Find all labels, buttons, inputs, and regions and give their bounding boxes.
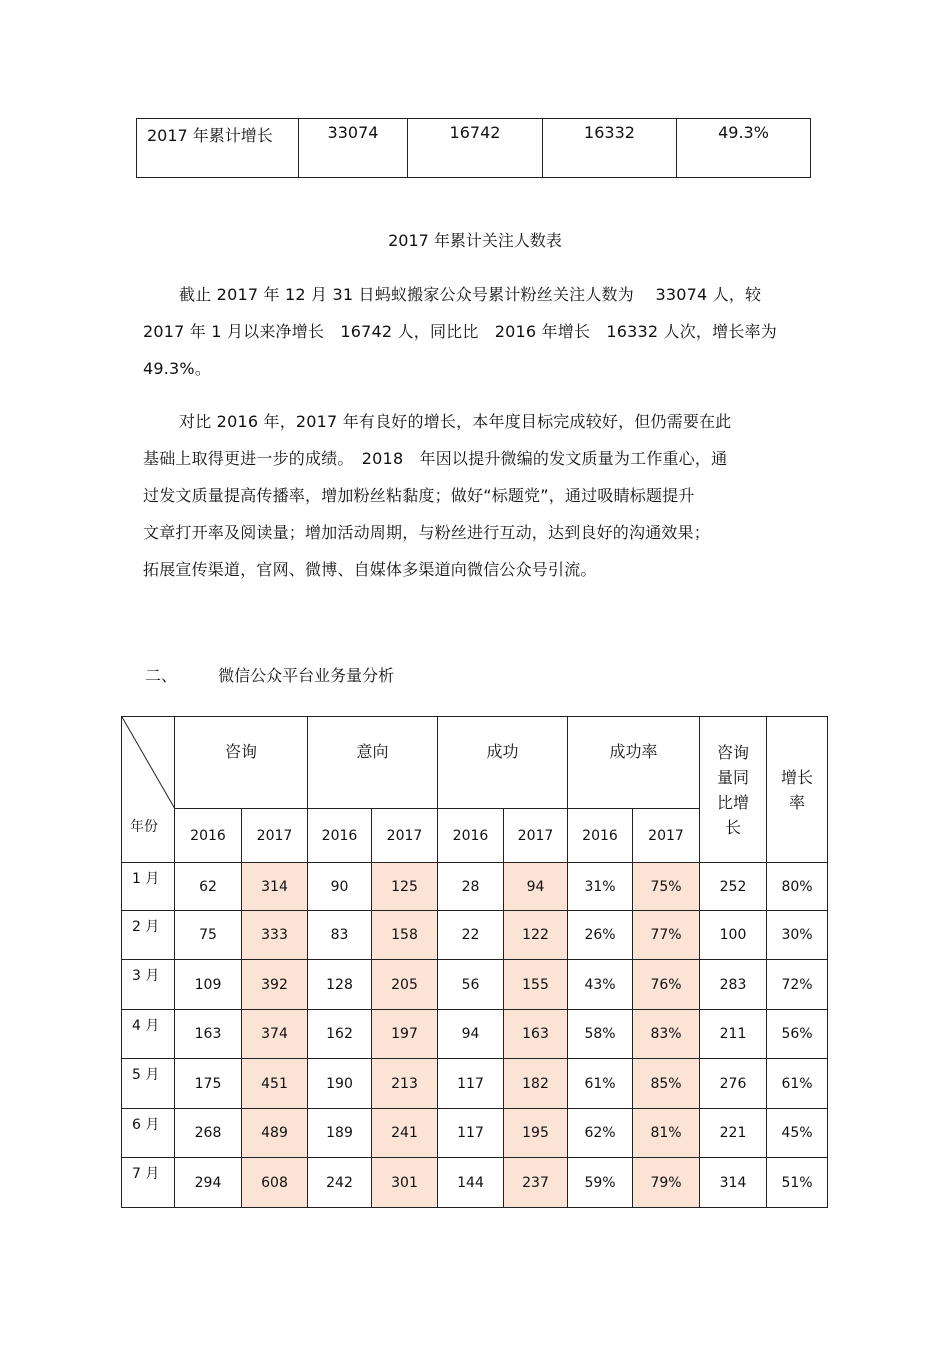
table-cell: 61% [767,1059,828,1109]
group-header-intent: 意向 [308,717,438,809]
paragraph-line: 基础上取得更进一步的成绩。 2018 年因以提升微编的发文质量为工作重心，通 [143,449,728,468]
month-label: 5 月 [122,1059,175,1109]
table-cell: 162 [308,1010,372,1059]
table-cell: 213 [372,1059,438,1109]
table-cell: 276 [700,1059,767,1109]
paragraph-plan [143,403,732,588]
month-label: 7 月 [122,1158,175,1208]
year-header: 2017 [633,809,700,863]
table-cell: 125 [372,863,438,911]
table-cell: 62% [568,1109,633,1158]
group-header-consult: 咨询 [175,717,308,809]
table-cell: 72% [767,960,828,1010]
paragraph-line: 过发文质量提高传播率，增加粉丝粘黏度；做好“标题党”，通过吸睛标题提升 [143,486,695,505]
table-cell: 451 [242,1059,308,1109]
corner-header-cell [122,717,175,863]
table-cell: 163 [175,1010,242,1059]
table-cell: 175 [175,1059,242,1109]
table-cell: 221 [700,1109,767,1158]
table-row [122,863,828,911]
paragraph-summary [143,276,777,387]
table-cell: 59% [568,1158,633,1208]
table-cell: 109 [175,960,242,1010]
table-cell: 94 [438,1010,504,1059]
table-cell: 489 [242,1109,308,1158]
table-cell: 83 [308,911,372,960]
paragraph-line: 49.3%。 [143,359,212,378]
group-header-success-rate: 成功率 [568,717,700,809]
table-cell: 237 [504,1158,568,1208]
table-cell: 100 [700,911,767,960]
table-cell: 155 [504,960,568,1010]
table-cell: 242 [308,1158,372,1208]
table-cell: 190 [308,1059,372,1109]
table-cell: 314 [700,1158,767,1208]
table-cell: 83% [633,1010,700,1059]
paragraph-line: 对比 2016 年，2017 年有良好的增长，本年度目标完成较好，但仍需要在此 [179,412,732,431]
table-cell: 117 [438,1059,504,1109]
table-row [122,1158,828,1208]
table-cell: 31% [568,863,633,911]
header-consult-yoy [700,717,767,863]
header-growth-rate [767,717,828,863]
table-cell: 197 [372,1010,438,1059]
table-cell: 211 [700,1010,767,1059]
table-cell: 205 [372,960,438,1010]
table-cell: 30% [767,911,828,960]
table-cell: 294 [175,1158,242,1208]
table-cell: 252 [700,863,767,911]
paragraph-line: 2017 年 1 月以来净增长 16742 人，同比比 2016 年增长 16332 人次，增长率为 [143,322,777,341]
table-row [122,911,828,960]
section-title: 微信公众平台业务量分析 [218,666,395,685]
month-label: 2 月 [122,911,175,960]
yoy-growth-cell: 16332 [543,119,677,178]
table-cell: 80% [767,863,828,911]
header-line: 长 [724,817,741,837]
table-cell: 51% [767,1158,828,1208]
table-cell: 333 [242,911,308,960]
table-cell: 26% [568,911,633,960]
table-cell: 163 [504,1010,568,1059]
table-cell: 28 [438,863,504,911]
table-cell: 76% [633,960,700,1010]
year-header: 2017 [504,809,568,863]
table-row [122,1109,828,1158]
month-label: 3 月 [122,960,175,1010]
table-cell: 195 [504,1109,568,1158]
year-header: 2016 [308,809,372,863]
table-caption: 2017 年累计关注人数表 [388,231,562,250]
paragraph-line: 截止 2017 年 12 月 31 日蚂蚁搬家公众号累计粉丝关注人数为 33074 人，较 [179,285,762,304]
table-cell: 301 [372,1158,438,1208]
section-heading [145,663,394,686]
table-cell: 79% [633,1158,700,1208]
business-volume-table [121,716,828,1208]
table-row [122,960,828,1010]
year-header: 2016 [568,809,633,863]
year-header: 2016 [438,809,504,863]
table-cell: 22 [438,911,504,960]
table-cell: 283 [700,960,767,1010]
table-cell: 75% [633,863,700,911]
row-label: 2017 年累计增长 [137,119,299,178]
header-line: 率 [788,792,805,812]
section-number: 二、 [145,666,178,685]
group-header-success: 成功 [438,717,568,809]
header-line: 量同 [716,767,749,787]
month-label: 4 月 [122,1010,175,1059]
table-cell: 81% [633,1109,700,1158]
table-cell: 85% [633,1059,700,1109]
table-cell: 314 [242,863,308,911]
year-header: 2017 [242,809,308,863]
table-row [137,119,811,178]
table-cell: 90 [308,863,372,911]
table-cell: 122 [504,911,568,960]
table-cell: 58% [568,1010,633,1059]
net-growth-cell: 16742 [408,119,543,178]
month-label: 6 月 [122,1109,175,1158]
header-line: 增长 [780,767,813,787]
table-cell: 182 [504,1059,568,1109]
total-followers-cell: 33074 [299,119,408,178]
table-cell: 268 [175,1109,242,1158]
header-row [122,717,828,809]
cumulative-growth-table [136,118,811,178]
table-cell: 56% [767,1010,828,1059]
table-cell: 62 [175,863,242,911]
corner-label: 年份 [130,819,158,835]
table-cell: 61% [568,1059,633,1109]
month-label: 1 月 [122,863,175,911]
table-row [122,1059,828,1109]
table-cell: 158 [372,911,438,960]
header-line: 比增 [716,792,749,812]
table-cell: 45% [767,1109,828,1158]
growth-rate-cell: 49.3% [677,119,811,178]
paragraph-line: 拓展宣传渠道，官网、微博、自媒体多渠道向微信公众号引流。 [143,560,597,579]
table-cell: 43% [568,960,633,1010]
year-header: 2017 [372,809,438,863]
table-cell: 608 [242,1158,308,1208]
table-cell: 77% [633,911,700,960]
year-header: 2016 [175,809,242,863]
table-row [122,1010,828,1059]
table-cell: 241 [372,1109,438,1158]
table-cell: 392 [242,960,308,1010]
table-cell: 374 [242,1010,308,1059]
diagonal-line [122,717,175,863]
table-cell: 144 [438,1158,504,1208]
table-cell: 75 [175,911,242,960]
table-cell: 117 [438,1109,504,1158]
table-cell: 128 [308,960,372,1010]
paragraph-line: 文章打开率及阅读量；增加活动周期，与粉丝进行互动，达到良好的沟通效果； [143,523,711,542]
table-cell: 56 [438,960,504,1010]
table-cell: 94 [504,863,568,911]
table-cell: 189 [308,1109,372,1158]
header-line: 咨询 [716,742,749,762]
table-body [122,863,828,1208]
